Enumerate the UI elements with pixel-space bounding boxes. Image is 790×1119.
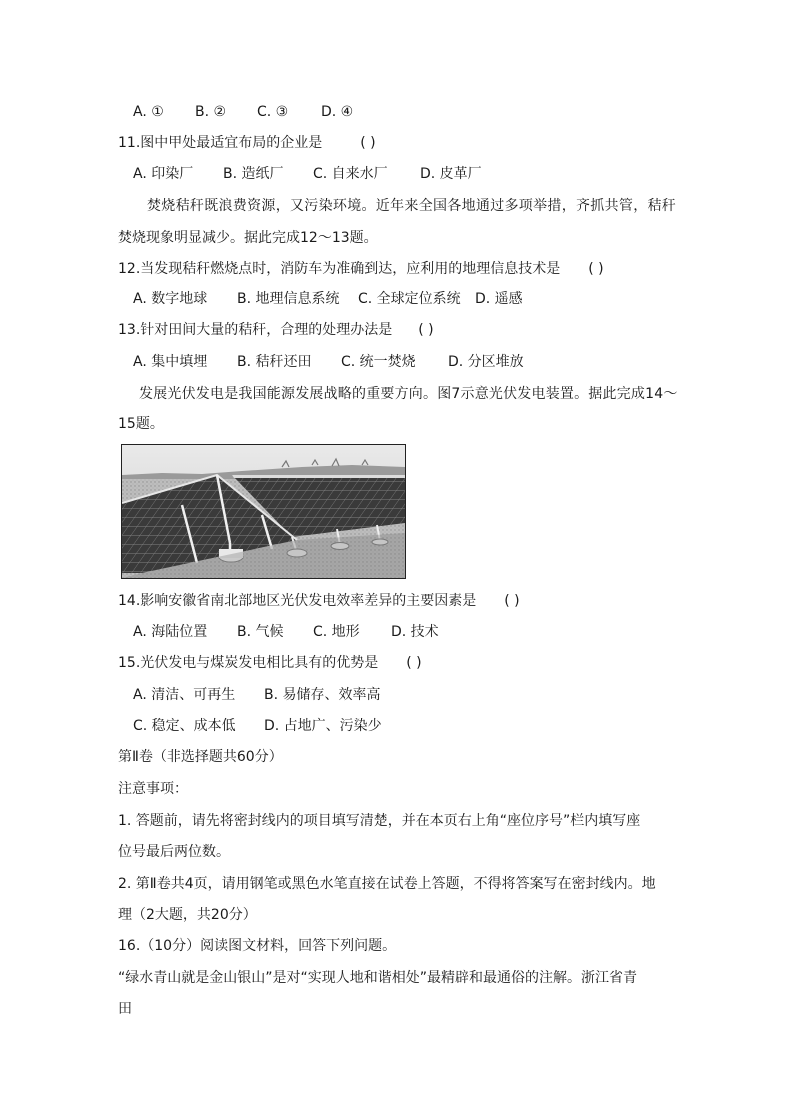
passage-straw-line1: 焚烧秸秆既浪费资源，又污染环境。近年来全国各地通过多项举措，齐抓共管，秸秆 bbox=[147, 198, 677, 214]
q12-answer-bracket: ( ) bbox=[588, 261, 604, 277]
q13-question bbox=[118, 320, 434, 340]
q12-option-d: D. 遥感 bbox=[475, 291, 523, 307]
q11-answer-bracket: ( ) bbox=[360, 135, 376, 151]
q10-option-d: D. ④ bbox=[321, 104, 354, 120]
q11-option-b: B. 造纸厂 bbox=[223, 166, 284, 182]
q14-options bbox=[133, 622, 439, 642]
q16-stem: 16.（10分）阅读图文材料，回答下列问题。 bbox=[118, 938, 397, 954]
q14-stem: 14.影响安徽省南北部地区光伏发电效率差异的主要因素是 bbox=[118, 593, 477, 609]
q13-option-d: D. 分区堆放 bbox=[448, 354, 524, 370]
q12-question bbox=[118, 259, 604, 279]
q11-stem: 11.图中甲处最适宜布局的企业是 bbox=[118, 135, 323, 151]
q16-text-line2: 田 bbox=[118, 1001, 132, 1017]
q14-option-b: B. 气候 bbox=[237, 624, 284, 640]
q15-option-a: A. 清洁、可再生 bbox=[133, 687, 236, 703]
section2-note1-line2: 位号最后两位数。 bbox=[118, 844, 230, 860]
q13-option-a: A. 集中填埋 bbox=[133, 354, 208, 370]
q14-answer-bracket: ( ) bbox=[504, 593, 520, 609]
q13-answer-bracket: ( ) bbox=[418, 322, 434, 338]
q11-option-d: D. 皮革厂 bbox=[420, 166, 482, 182]
q12-option-a: A. 数字地球 bbox=[133, 291, 208, 307]
q10-option-a: A. ① bbox=[133, 104, 164, 120]
passage-solar-line1: 发展光伏发电是我国能源发展战略的重要方向。图7示意光伏发电装置。据此完成14～ bbox=[139, 386, 678, 402]
q10-option-c: C. ③ bbox=[257, 104, 289, 120]
q14-option-c: C. 地形 bbox=[313, 624, 360, 640]
section2-note2-line2: 理（2大题，共20分） bbox=[118, 907, 257, 923]
q10-option-b: B. ② bbox=[195, 104, 227, 120]
q15-question bbox=[118, 653, 422, 673]
q12-option-b: B. 地理信息系统 bbox=[237, 291, 340, 307]
q11-option-c: C. 自来水厂 bbox=[313, 166, 388, 182]
q13-option-b: B. 秸秆还田 bbox=[237, 354, 312, 370]
q14-question bbox=[118, 591, 520, 611]
solar-panel-photo bbox=[121, 444, 406, 579]
section2-title: 第Ⅱ卷（非选择题共60分） bbox=[118, 749, 283, 765]
q14-option-d: D. 技术 bbox=[391, 624, 439, 640]
q10-options bbox=[133, 102, 353, 122]
q15-options-row2 bbox=[133, 716, 382, 736]
q11-options bbox=[133, 164, 482, 184]
q11-question bbox=[118, 133, 376, 153]
section2-notice: 注意事项： bbox=[118, 781, 188, 797]
q15-stem: 15.光伏发电与煤炭发电相比具有的优势是 bbox=[118, 655, 379, 671]
q15-answer-bracket: ( ) bbox=[406, 655, 422, 671]
q16-text-line1: “绿水青山就是金山银山”是对“实现人地和谐相处”最精辟和最通俗的注解。浙江省青 bbox=[118, 970, 638, 986]
q15-option-b: B. 易储存、效率高 bbox=[264, 687, 381, 703]
q15-option-c: C. 稳定、成本低 bbox=[133, 718, 236, 734]
q12-option-c: C. 全球定位系统 bbox=[358, 291, 461, 307]
passage-solar-line2: 15题。 bbox=[118, 416, 164, 432]
section2-note1-line1: 1. 答题前，请先将密封线内的项目填写清楚，并在本页右上角“座位序号”栏内填写座 bbox=[118, 813, 641, 829]
q13-stem: 13.针对田间大量的秸秆，合理的处理办法是 bbox=[118, 322, 393, 338]
section2-note2-line1: 2. 第Ⅱ卷共4页，请用钢笔或黑色水笔直接在试卷上答题，不得将答案写在密封线内。地 bbox=[118, 876, 656, 892]
q12-options bbox=[133, 289, 523, 309]
q14-option-a: A. 海陆位置 bbox=[133, 624, 208, 640]
passage-straw-line2: 焚烧现象明显减少。据此完成12～13题。 bbox=[118, 230, 378, 246]
q15-option-d: D. 占地广、污染少 bbox=[264, 718, 382, 734]
q13-options bbox=[133, 352, 524, 372]
q13-option-c: C. 统一焚烧 bbox=[341, 354, 416, 370]
q15-options-row1 bbox=[133, 685, 381, 705]
q12-stem: 12.当发现秸秆燃烧点时，消防车为准确到达，应利用的地理信息技术是 bbox=[118, 261, 561, 277]
q11-option-a: A. 印染厂 bbox=[133, 166, 194, 182]
